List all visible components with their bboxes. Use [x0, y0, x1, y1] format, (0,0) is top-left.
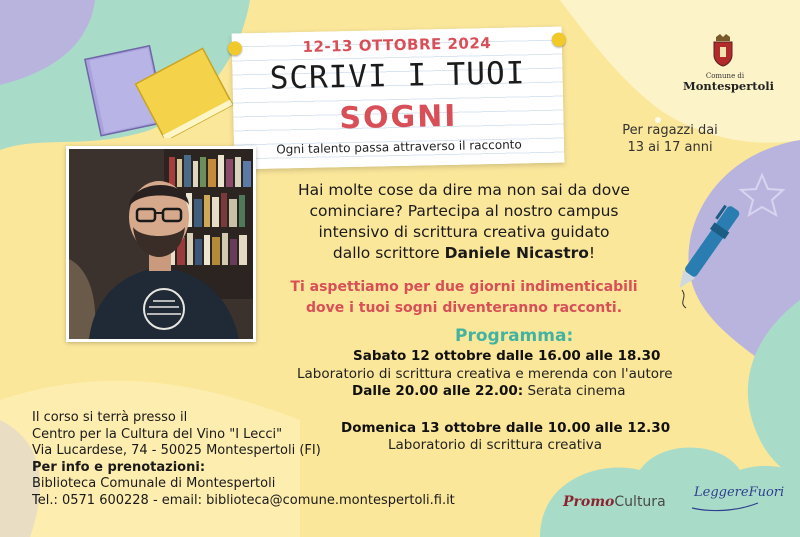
- program-day2-heading: Domenica 13 ottobre dalle 10.00 alle 12.30: [341, 420, 671, 436]
- intro-line-4-prefix: dallo scrittore: [332, 244, 445, 262]
- invitation-line-2: dove i tuoi sogni diventeranno racconti.: [305, 300, 623, 316]
- title-line-1: SCRIVI I TUOI: [269, 55, 526, 97]
- venue-line-2: Centro per la Cultura del Vino "I Lecci": [32, 426, 283, 442]
- comune-crest-icon: [712, 33, 734, 67]
- author-photo: [66, 146, 256, 342]
- intro-line-4: [254, 243, 674, 264]
- program-day1-heading: Sabato 12 ottobre dalle 16.00 alle 18.30: [353, 348, 661, 364]
- venue-line-1: Il corso si terrà presso il: [32, 410, 188, 425]
- author-photo-image: [69, 149, 253, 339]
- venue-line-3: Via Lucardese, 74 - 50025 Montespertoli (FI): [32, 443, 321, 458]
- books-illustration: [82, 28, 252, 138]
- invitation-line-1: Ti aspettiamo per due giorni indimenticabili: [290, 279, 638, 295]
- tagline: Ogni talento passa attraverso il racconto: [276, 137, 522, 157]
- program-day2-activity: Laboratorio di scrittura creativa: [388, 437, 603, 453]
- leggerefuori-swoosh-icon: [690, 500, 760, 512]
- title-line-2: SOGNI: [339, 98, 458, 137]
- intro-line-4-suffix: !: [588, 244, 596, 262]
- info-heading: Per info e prenotazioni:: [32, 459, 206, 475]
- program-title: Programma:: [455, 326, 574, 346]
- title-note: [232, 27, 565, 170]
- program-day1-activity: Laboratorio di scrittura creativa e merenda con l'autore: [297, 366, 673, 382]
- leggerefuori-logo: LeggereFuori: [694, 485, 785, 500]
- venue-line-5: Biblioteca Comunale di Montespertoli: [32, 476, 276, 491]
- intro-line-2: cominciare? Partecipa al nostro campus: [309, 202, 619, 220]
- promocultura-logo: [563, 494, 666, 510]
- audience-note: [610, 122, 730, 156]
- promocultura-part2: Cultura: [614, 494, 666, 510]
- intro-text: [254, 180, 674, 264]
- audience-line-2: 13 ai 17 anni: [627, 140, 713, 155]
- audience-line-1: Per ragazzi dai: [622, 123, 718, 138]
- venue-info: [32, 410, 455, 509]
- author-name: Daniele Nicastro: [444, 244, 589, 262]
- intro-line-1: Hai molte cose da dire ma non sai da dove: [298, 181, 630, 199]
- pen-illustration: [668, 182, 758, 312]
- event-dates: 12-13 OTTOBRE 2024: [302, 34, 492, 56]
- intro-line-3: intensivo di scrittura creativa guidato: [318, 223, 610, 241]
- program-day1-evening-activity: Serata cinema: [523, 383, 626, 399]
- program-day1-evening: [352, 383, 625, 399]
- contact-line: Tel.: 0571 600228 - email: biblioteca@comune.montespertoli.fi.it: [32, 492, 455, 508]
- program-day1-evening-time: Dalle 20.00 alle 22.00:: [352, 383, 524, 399]
- comune-name: Montespertoli: [683, 79, 775, 93]
- promocultura-part1: Promo: [563, 494, 615, 510]
- invitation-text: [254, 277, 674, 319]
- comune-label: Comune di: [705, 72, 745, 80]
